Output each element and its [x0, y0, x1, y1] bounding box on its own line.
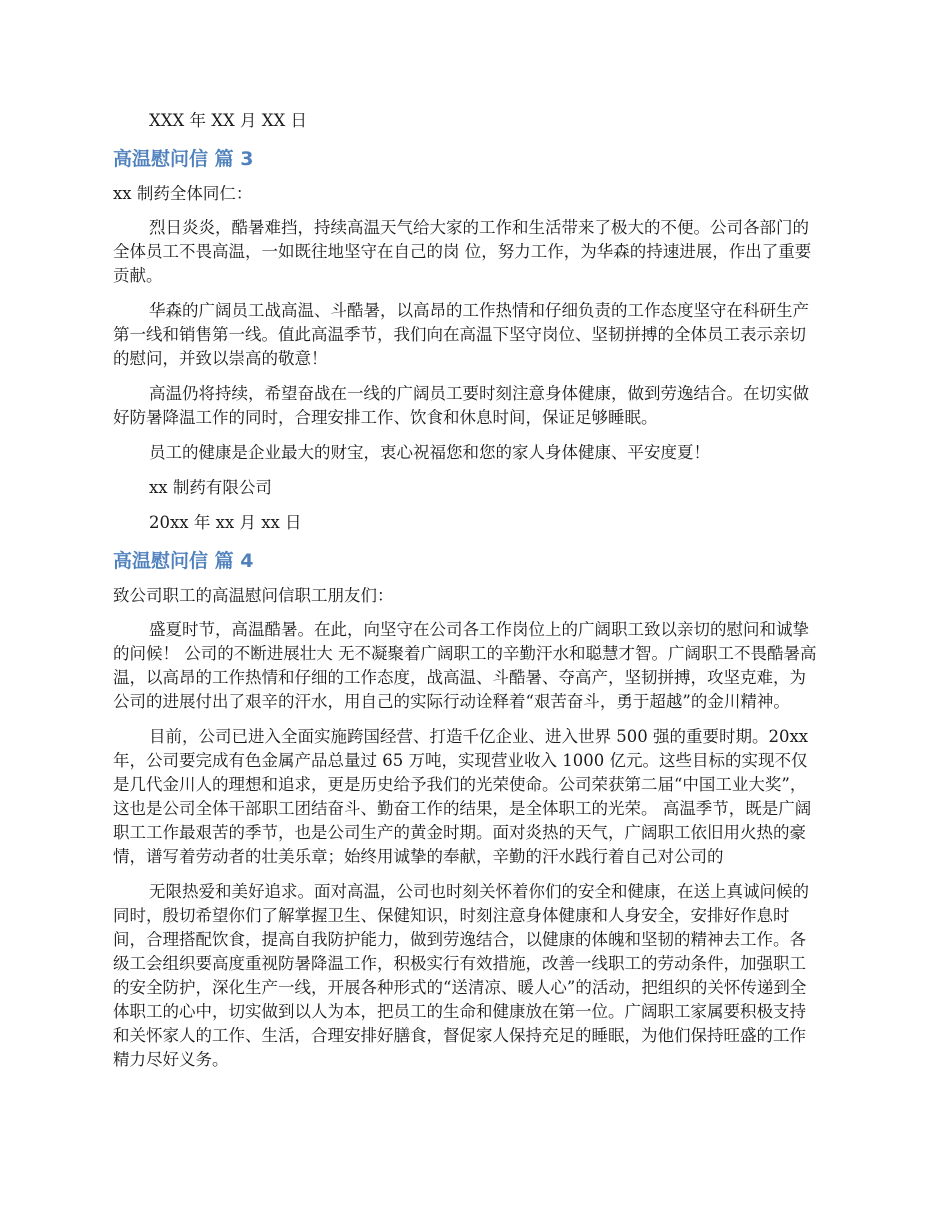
letter4-heading: 高温慰问信 篇 4 — [113, 550, 254, 572]
letter3-paragraph: 烈日炎炎，酷暑难挡，持续高温天气给大家的工作和生活带来了极大的不便。公司各部门的全体员工不畏高温，一如既往地坚守在自己的岗 位，努力工作，为华森的持速进展，作出了重要贡献。 — [113, 218, 812, 285]
letter4-paragraph: 无限热爱和美好追求。面对高温，公司也时刻关怀着你们的安全和健康，在送上真诚问候的同时，殷切希望你们了解掌握卫生、保健知识，时刻注意身体健康和人身安全，安排好作息时间，合理搭配饮食，提高自我防护能力，做到劳逸结合，以健康的体魄和坚韧的精神去工作。各级工会组织要高度重视防暑降温工作，积极实行有效措施，改善一线职工的劳动条件，加强职工的安全防护，深化生产一线，开展各种形式的“送清凉、暖人心”的活动，把组织的关怀传递到全体职工的心中，切实做到以人为本，把员工的生命和健康放在第一位。广阔职工家属要积极支持和关怀家人的工作、生活，合理安排好膳食，督促家人保持充足的睡眠，为他们保持旺盛的工作精力尽好义务。 — [113, 882, 809, 1069]
letter3-paragraph: 华森的广阔员工战高温、斗酷暑，以高昂的工作热情和仔细负责的工作态度坚守在科研生产第一线和销售第一线。值此高温季节，我们向在高温下坚守岗位、坚韧拼搏的全体员工表示亲切的慰问，并致以崇高的敬意！ — [113, 301, 809, 368]
letter3-signature: xx 制药有限公司 — [149, 478, 272, 497]
letter3-paragraph: 员工的健康是企业最大的财宝，衷心祝福您和您的家人身体健康、平安度夏！ — [149, 443, 710, 462]
letter4-paragraph: 目前，公司已进入全面实施跨国经营、打造千亿企业、进入世界 500 强的重要时期。20xx 年，公司要完成有色金属产品总量过 65 万吨，实现营业收入 1000 亿元。这些目标的实现不仅是几代金川人的理想和追求，更是历史给予我们的光荣使命。公司荣获第二届“中国工业大奖”，这也是公司全体干部职工团结奋斗、勤奋工作的结果，是全体职工的光荣。 高温季节，既是广阔职工工作最艰苦的季节，也是公司生产的黄金时期。面对炎热的天气，广阔职工依旧用火热的豪情，谱写着劳动者的壮美乐章；始终用诚挚的奉献，辛勤的汗水践行着自己对公司的 — [113, 727, 812, 866]
letter4-paragraph: 盛夏时节，高温酷暑。在此，向坚守在公司各工作岗位上的广阔职工致以亲切的慰问和诚挚的问候！ 公司的不断进展壮大 无不凝聚着广阔职工的辛勤汗水和聪慧才智。广阔职工不畏酷暑高温，以高昂的工作热情和仔细的工作态度，战高温、斗酷暑、夺高产，坚韧拼搏，攻坚克难，为公司的进展付出了艰辛的汗水，用自己的实际行动诠释着“艰苦奋斗，勇于超越”的金川精神。 — [113, 620, 817, 711]
letter3-date: 20xx 年 xx 月 xx 日 — [149, 513, 302, 532]
letter3-salutation: xx 制药全体同仁： — [113, 184, 253, 203]
letter3-heading: 高温慰问信 篇 3 — [113, 148, 254, 170]
letter3-paragraph: 高温仍将持续，希望奋战在一线的广阔员工要时刻注意身体健康，做到劳逸结合。在切实做好防暑降温工作的同时，合理安排工作、饮食和休息时间，保证足够睡眠。 — [113, 384, 809, 427]
previous-letter-date: XXX 年 XX 月 XX 日 — [149, 111, 307, 130]
letter4-salutation: 致公司职工的高温慰问信职工朋友们： — [113, 586, 394, 605]
